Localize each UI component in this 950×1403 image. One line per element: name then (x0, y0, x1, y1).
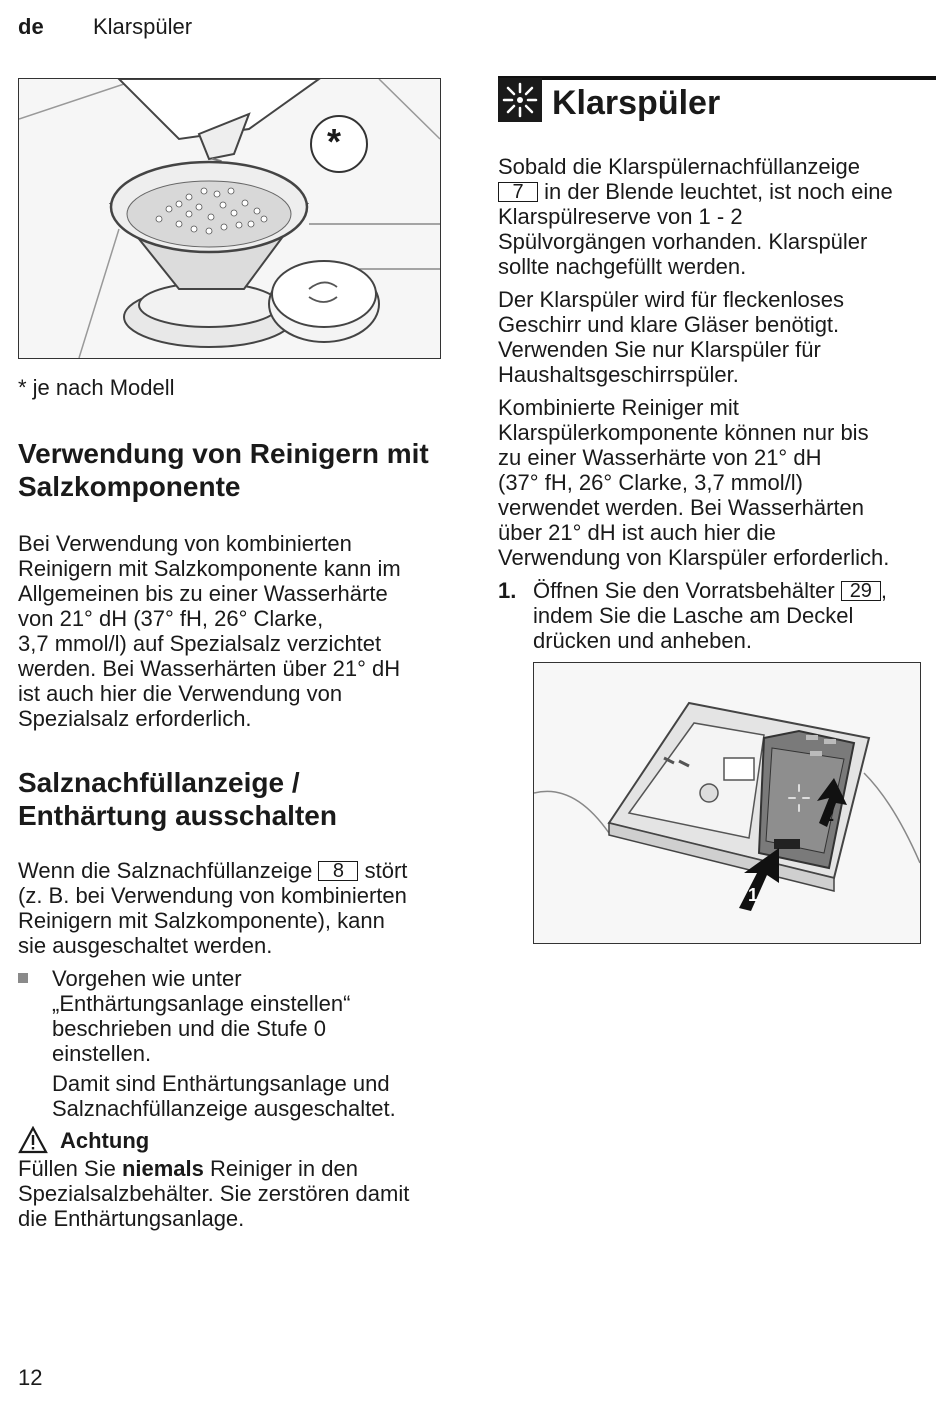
language-code: de (18, 14, 44, 39)
warning-triangle-icon (18, 1126, 48, 1154)
section-body: Wenn die Salznachfüllanzeige 8 stört (z. B. bei Verwendung von kombinierten Reinigern mit Salzkomponente), kann sie ausgeschaltet werden. Vorgehen wie unter „Enthärtungsanlage einstellen“ beschrieben und die Stufe 0 einstellen. Damit sind Enthärtungsanlage und Salznachfüllanzeige ausgeschaltet. (18, 858, 458, 1121)
paragraph: Kombinierte Reiniger mit Klarspülerkomponente können nur bis zu einer Wasserhärte von 21° dH (37° fH, 26° Clarke, 3,7 mmol/l) verwendet werden. Bei Wasserhärten über 21° dH ist auch hier die Verwendung von Klarspüler erforderlich. (498, 395, 890, 570)
section-title: Klarspüler (552, 84, 721, 122)
dispenser-illustration (533, 662, 921, 944)
rinse-aid-icon (498, 78, 542, 122)
salt-funnel-illustration (18, 78, 441, 359)
rinse-aid-body: Sobald die Klarspülernachfüllanzeige 7 in der Blende leuchtet, ist noch eine Klarspülreserve von 1 - 2 Spülvorgängen vorhanden. Klarspüler sollte nachgefüllt werden. Der Klarspüler wird für fleckenloses Geschirr und klare Gläser benötigt. Verwenden Sie nur Klarspüler für Haushaltsgeschirrspüler. Kombinierte Reiniger mit Klarspülerkomponente können nur bis zu einer Wasserhärte von 21° dH (37° fH, 26° Clarke, 3,7 mmol/l) verwendet werden. Bei Wasserhärten über 21° dH ist auch hier die Verwendung von Klarspüler erforderlich. 1. Öffnen Sie den Vorratsbehälter 29 , indem Sie die Lasche am Deckel drücken und anheben. (498, 154, 938, 653)
list-item: Vorgehen wie unter „Enthärtungsanlage einstellen“ beschrieben und die Stufe 0 einstellen. Damit sind Enthärtungsanlage und Salznachfüllanzeige ausgeschaltet. (18, 966, 458, 1121)
page-number: 12 (18, 1365, 43, 1390)
section-salt-indicator (18, 766, 458, 1121)
paragraph: Der Klarspüler wird für fleckenloses Geschirr und klare Gläser benötigt. Verwenden Sie nur Klarspüler für Haushaltsgeschirrspüler. (498, 287, 845, 387)
container-number-box: 29 (841, 581, 881, 601)
section-heading: Verwendung von Reinigern mit Salzkomponente (18, 438, 429, 502)
section-cleaner-with-salt (18, 437, 458, 731)
section-rule (498, 76, 936, 80)
indicator-number-box: 7 (498, 182, 538, 202)
indicator-number-box: 8 (318, 861, 358, 881)
numbered-step: 1. Öffnen Sie den Vorratsbehälter 29 , indem Sie die Lasche am Deckel drücken und anheben. (498, 578, 887, 653)
figure-caption: * je nach Modell (18, 375, 175, 400)
step-number: 1. (498, 578, 517, 603)
running-header-title: Klarspüler (93, 14, 193, 39)
warning-title: Achtung (60, 1127, 150, 1153)
step-label-2: 2 (824, 805, 835, 825)
square-bullet-icon (18, 973, 28, 983)
section-heading: Salznachfüllanzeige / Enthärtung ausschalten (18, 767, 337, 831)
model-footnote-marker: * (327, 121, 342, 162)
warning-notice: Achtung Füllen Sie niemals Reiniger in den Spezialsalzbehälter. Sie zerstören damit die Enthärtungsanlage. (18, 1127, 410, 1231)
step-label-1: 1 (748, 885, 759, 905)
section-body: Bei Verwendung von kombinierten Reinigern mit Salzkomponente kann im Allgemeinen bis zu einer Wasserhärte von 21° dH (37° fH, 26° Clarke, 3,7 mmol/l) auf Spezialsalz verzichtet werden. Bei Wasserhärten über 21° dH ist auch hier die Verwendung von Spezialsalz erforderlich. (18, 531, 401, 731)
